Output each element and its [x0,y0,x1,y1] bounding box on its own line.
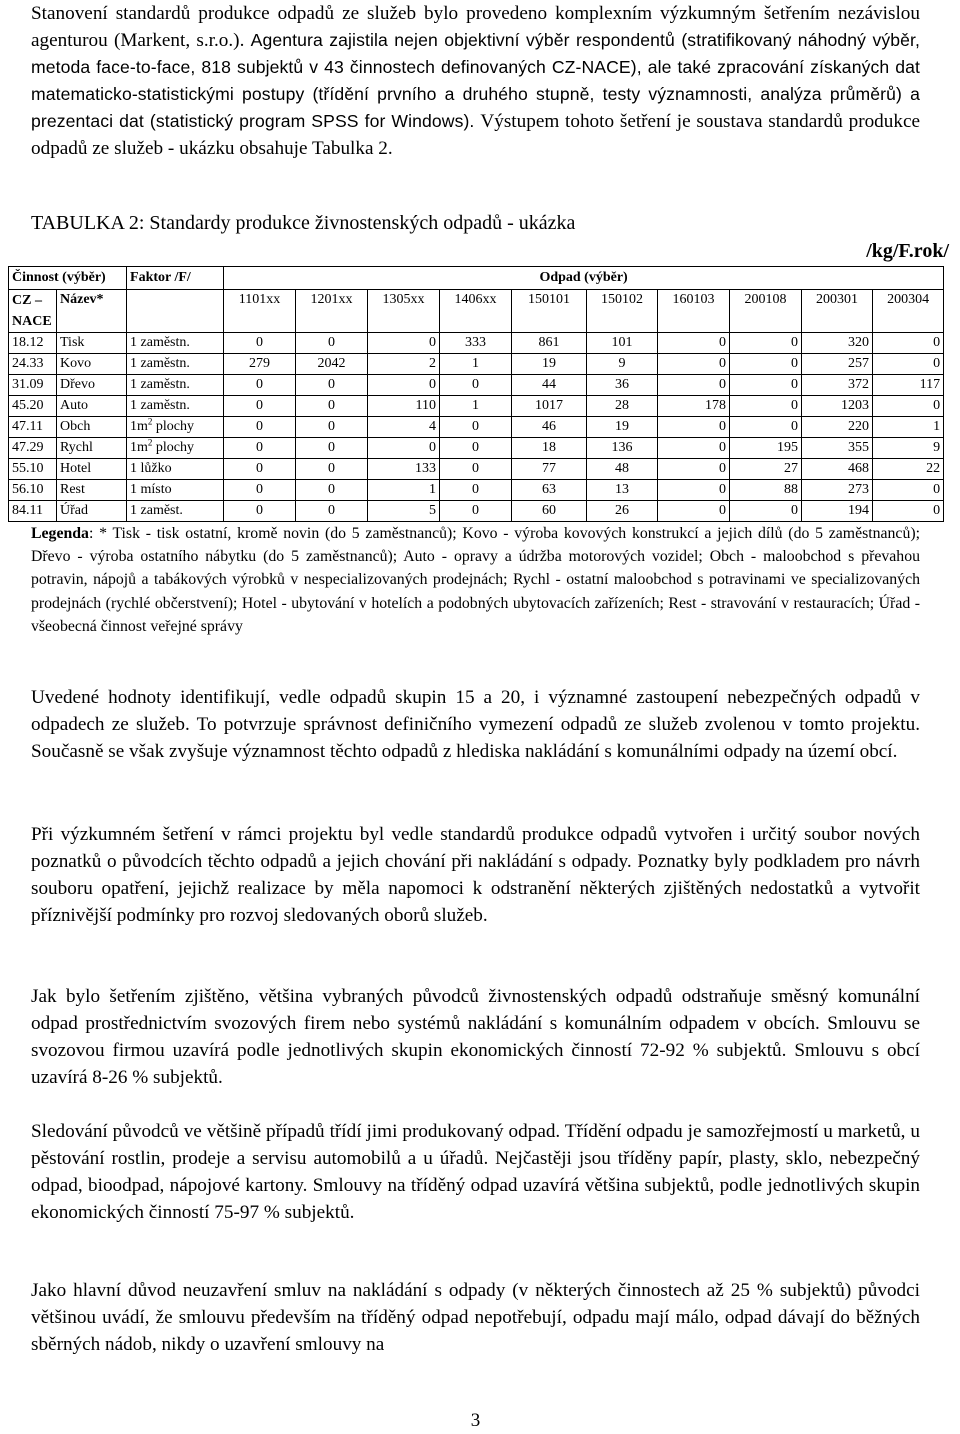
waste-code: 200108 [730,290,802,333]
header-factor-empty [127,290,224,333]
cell-factor: 1 zaměstn. [127,396,224,417]
waste-code: 200301 [802,290,873,333]
cell-value: 0 [440,480,512,501]
cell-value: 2042 [296,354,368,375]
factor-superscript: 2 [147,416,153,427]
table-row [9,459,944,480]
cell-value: 48 [587,459,658,480]
cell-value: 0 [730,501,802,522]
waste-code: 160103 [658,290,730,333]
cell-value: 1 [440,396,512,417]
cell-value: 1017 [512,396,587,417]
cell-value: 355 [802,438,873,459]
table-title-text: : Standardy produkce živnostenských odpadů - ukázka [138,212,576,234]
cell-value: 133 [368,459,440,480]
cell-name: Úřad [57,501,127,522]
cell-value: 0 [440,459,512,480]
paragraph: Jako hlavní důvod neuzavření smluv na nakládání s odpady (v některých činnostech až 25 % subjektů) původci většinou uvádí, že smlouvu především na tříděný odpad nepotřebují, odpadu mají málo, odpad dávají do běžných sběrných nádob, nikdy o uzavření smlouvy na [31,1280,920,1355]
cell-factor [127,417,224,438]
cell-value: 0 [224,501,296,522]
cell-value: 0 [658,438,730,459]
cell-value: 0 [873,480,944,501]
cell-value: 22 [873,459,944,480]
cell-value: 220 [802,417,873,438]
table-row [9,375,944,396]
header-name: Název* [57,290,127,333]
table-unit: /kg/F.rok/ [866,240,949,262]
cell-value: 19 [587,417,658,438]
table-row [9,480,944,501]
table-row [9,501,944,522]
cell-value: 861 [512,333,587,354]
cell-nace: 47.11 [9,417,57,438]
cell-value: 77 [512,459,587,480]
cell-value: 1 [440,354,512,375]
waste-code: 1305xx [368,290,440,333]
cell-value: 0 [658,501,730,522]
legend-text: : * Tisk - tisk ostatní, kromě novin (do 5 zaměstnanců); Kovo - výroba kovových konstrukcí a jejich dílů (do 5 zaměstnanců); Dřevo - výroba ostatního nábytku (do 5 zaměstnanců); Auto - opravy a údržba motorových vozidel; Obch - maloobchod s převahou potravin, nápojů a tabákových výrobků v nespecializovaných prodejnách; Rychl - ostatní maloobchod s potravinami ve specializovaných prodejnách (rychlé občerstvení); Hotel - ubytování v hotelích a podobných ubytovacích zařízeních; Rest - stravování v restauracích; Úřad - všeobecná činnost veřejné správy [31,525,920,635]
cell-value: 0 [658,417,730,438]
header-nace: NACE [9,312,57,333]
cell-value: 0 [658,375,730,396]
cell-value: 27 [730,459,802,480]
factor-text-rest: plochy [152,440,195,455]
cell-value: 0 [368,438,440,459]
cell-name: Obch [57,417,127,438]
cell-value: 0 [224,417,296,438]
cell-value: 0 [296,333,368,354]
cell-value: 257 [802,354,873,375]
cell-value: 0 [873,396,944,417]
cell-value: 19 [512,354,587,375]
table-row [9,417,944,438]
cell-value: 0 [440,417,512,438]
cell-value: 0 [296,438,368,459]
table-row [9,333,944,354]
cell-value: 0 [658,459,730,480]
cell-value: 178 [658,396,730,417]
cell-value: 9 [873,438,944,459]
cell-value: 1 [368,480,440,501]
cell-nace: 24.33 [9,354,57,375]
paragraph: Jak bylo šetřením zjištěno, většina vybraných původců živnostenských odpadů odstraňuje směsný komunální odpad prostřednictvím svozových firem nebo systémů nakládání s komunálním odpadem v obcích. Smlouvu se svozovou firmou uzavírá podle jednotlivých skupin ekonomických činností 72-92 % subjektů. Smlouvu s obcí uzavírá 8-26 % subjektů. [31,986,920,1088]
cell-value: 63 [512,480,587,501]
cell-value: 0 [440,375,512,396]
cell-value: 0 [224,333,296,354]
cell-value: 0 [296,375,368,396]
cell-value: 372 [802,375,873,396]
cell-nace: 84.11 [9,501,57,522]
table-header-row-1 [9,267,944,290]
waste-code: 150102 [587,290,658,333]
paragraph: Při výzkumném šetření v rámci projektu byl vedle standardů produkce odpadů vytvořen i určitý soubor nových poznatků o původcích těchto odpadů a jejich chování při nakládání s odpady. Poznatky byly podkladem pro návrh souboru opatření, jejichž realizace by měla napomoci k odstranění některých zjištěných nedostatků a vytvořit příznivější podmínky pro rozvoj sledovaných oborů služeb. [31,824,920,926]
cell-factor: 1 lůžko [127,459,224,480]
table-legend [31,522,920,638]
cell-value: 320 [802,333,873,354]
cell-value: 0 [658,480,730,501]
cell-value: 0 [730,354,802,375]
cell-value: 0 [440,501,512,522]
cell-value: 0 [658,333,730,354]
header-factor: Faktor /F/ [127,267,224,290]
cell-nace: 55.10 [9,459,57,480]
legend-label: Legenda [31,525,89,542]
cell-value: 194 [802,501,873,522]
cell-factor [127,438,224,459]
cell-value: 0 [730,396,802,417]
cell-value: 0 [224,375,296,396]
cell-name: Dřevo [57,375,127,396]
cell-value: 44 [512,375,587,396]
waste-code: 150101 [512,290,587,333]
cell-value: 0 [730,375,802,396]
cell-value: 136 [587,438,658,459]
header-activity: Činnost (výběr) [9,267,127,290]
cell-value: 0 [296,480,368,501]
cell-value: 1 [873,417,944,438]
cell-nace: 47.29 [9,438,57,459]
factor-text: 1m [130,419,148,434]
cell-value: 4 [368,417,440,438]
cell-value: 0 [658,354,730,375]
cell-name: Rychl [57,438,127,459]
page-number: 3 [470,1410,481,1431]
cell-name: Kovo [57,354,127,375]
cell-value: 0 [368,333,440,354]
cell-nace: 45.20 [9,396,57,417]
cell-value: 0 [730,417,802,438]
header-waste: Odpad (výběr) [224,267,944,290]
waste-code: 1406xx [440,290,512,333]
cell-value: 26 [587,501,658,522]
cell-value: 0 [296,501,368,522]
cell-name: Auto [57,396,127,417]
table-row [9,354,944,375]
table-header-row-2 [9,290,944,313]
standards-table [8,266,944,522]
intro-text-end: Výstupem tohoto šetření je soustava standardů produkce odpadů ze služeb - ukázku obsahuje Tabulka 2. [31,111,920,159]
cell-value: 195 [730,438,802,459]
waste-code: 1201xx [296,290,368,333]
cell-value: 18 [512,438,587,459]
cell-value: 0 [224,480,296,501]
cell-nace: 31.09 [9,375,57,396]
cell-value: 0 [224,459,296,480]
intro-text-serif: Stanovení standardů produkce odpadů ze služeb bylo provedeno komplexním výzkumným šetřením nezávislou agenturou (Markent, s.r.o.). [31,3,920,51]
cell-value: 2 [368,354,440,375]
table-row [9,396,944,417]
cell-value: 0 [296,417,368,438]
table-title [31,212,575,235]
cell-value: 0 [873,354,944,375]
cell-name: Rest [57,480,127,501]
waste-code: 200304 [873,290,944,333]
cell-value: 36 [587,375,658,396]
cell-value: 0 [873,501,944,522]
table-row [9,438,944,459]
header-cz: CZ – [9,290,57,313]
cell-factor: 1 zaměst. [127,501,224,522]
intro-paragraph [31,0,920,162]
cell-value: 1203 [802,396,873,417]
cell-value: 13 [587,480,658,501]
cell-nace: 18.12 [9,333,57,354]
cell-value: 0 [296,396,368,417]
cell-value: 273 [802,480,873,501]
intro-text-sans: Agentura zajistila nejen objektivní výběr respondentů (stratifikovaný náhodný výběr, metoda face-to-face, 818 subjektů v 43 činnostech definovaných CZ-NACE), ale také zpracování získaných dat matematicko-statistickými postupy (třídění prvního a druhého stupně, testy významnosti, analýza průměrů) a prezentaci dat (statistický program SPSS for Windows). [31,30,920,131]
cell-value: 9 [587,354,658,375]
cell-value: 333 [440,333,512,354]
paragraph: Sledování původců ve většině případů třídí jimi produkovaný odpad. Třídění odpadu je samozřejmostí u marketů, u pěstování rostlin, prodeje a servisu automobilů a u úřadů. Nejčastěji jsou tříděny papír, plasty, sklo, nebezpečný odpad, bioodpad, nápojové kartony. Smlouvy na tříděný odpad uzavírá většina subjektů, podle jednotlivých skupin ekonomických činností 75-97 % subjektů. [31,1121,920,1223]
factor-superscript: 2 [147,437,153,448]
cell-value: 0 [224,438,296,459]
factor-text: 1m [130,440,148,455]
cell-value: 468 [802,459,873,480]
cell-value: 0 [368,375,440,396]
cell-factor: 1 zaměstn. [127,333,224,354]
waste-code: 1101xx [224,290,296,333]
cell-factor: 1 zaměstn. [127,375,224,396]
cell-name: Tisk [57,333,127,354]
cell-name: Hotel [57,459,127,480]
cell-value: 0 [730,333,802,354]
cell-value: 0 [296,459,368,480]
cell-value: 60 [512,501,587,522]
cell-value: 279 [224,354,296,375]
cell-value: 88 [730,480,802,501]
cell-nace: 56.10 [9,480,57,501]
cell-value: 0 [224,396,296,417]
cell-factor: 1 místo [127,480,224,501]
cell-value: 0 [873,333,944,354]
cell-value: 117 [873,375,944,396]
cell-value: 110 [368,396,440,417]
cell-value: 5 [368,501,440,522]
paragraph: Uvedené hodnoty identifikují, vedle odpadů skupin 15 a 20, i významné zastoupení nebezpečných odpadů v odpadech ze služeb. To potvrzuje správnost definičního vymezení odpadů ze služeb zvolenou v tomto projektu. Současně se však zvyšuje významnost těchto odpadů z hlediska nakládání s komunálními odpady na území obcí. [31,687,920,762]
cell-value: 101 [587,333,658,354]
cell-value: 28 [587,396,658,417]
cell-value: 46 [512,417,587,438]
cell-value: 0 [440,438,512,459]
factor-text-rest: plochy [152,419,195,434]
table-title-label: TABULKA 2 [31,212,139,234]
cell-factor: 1 zaměstn. [127,354,224,375]
